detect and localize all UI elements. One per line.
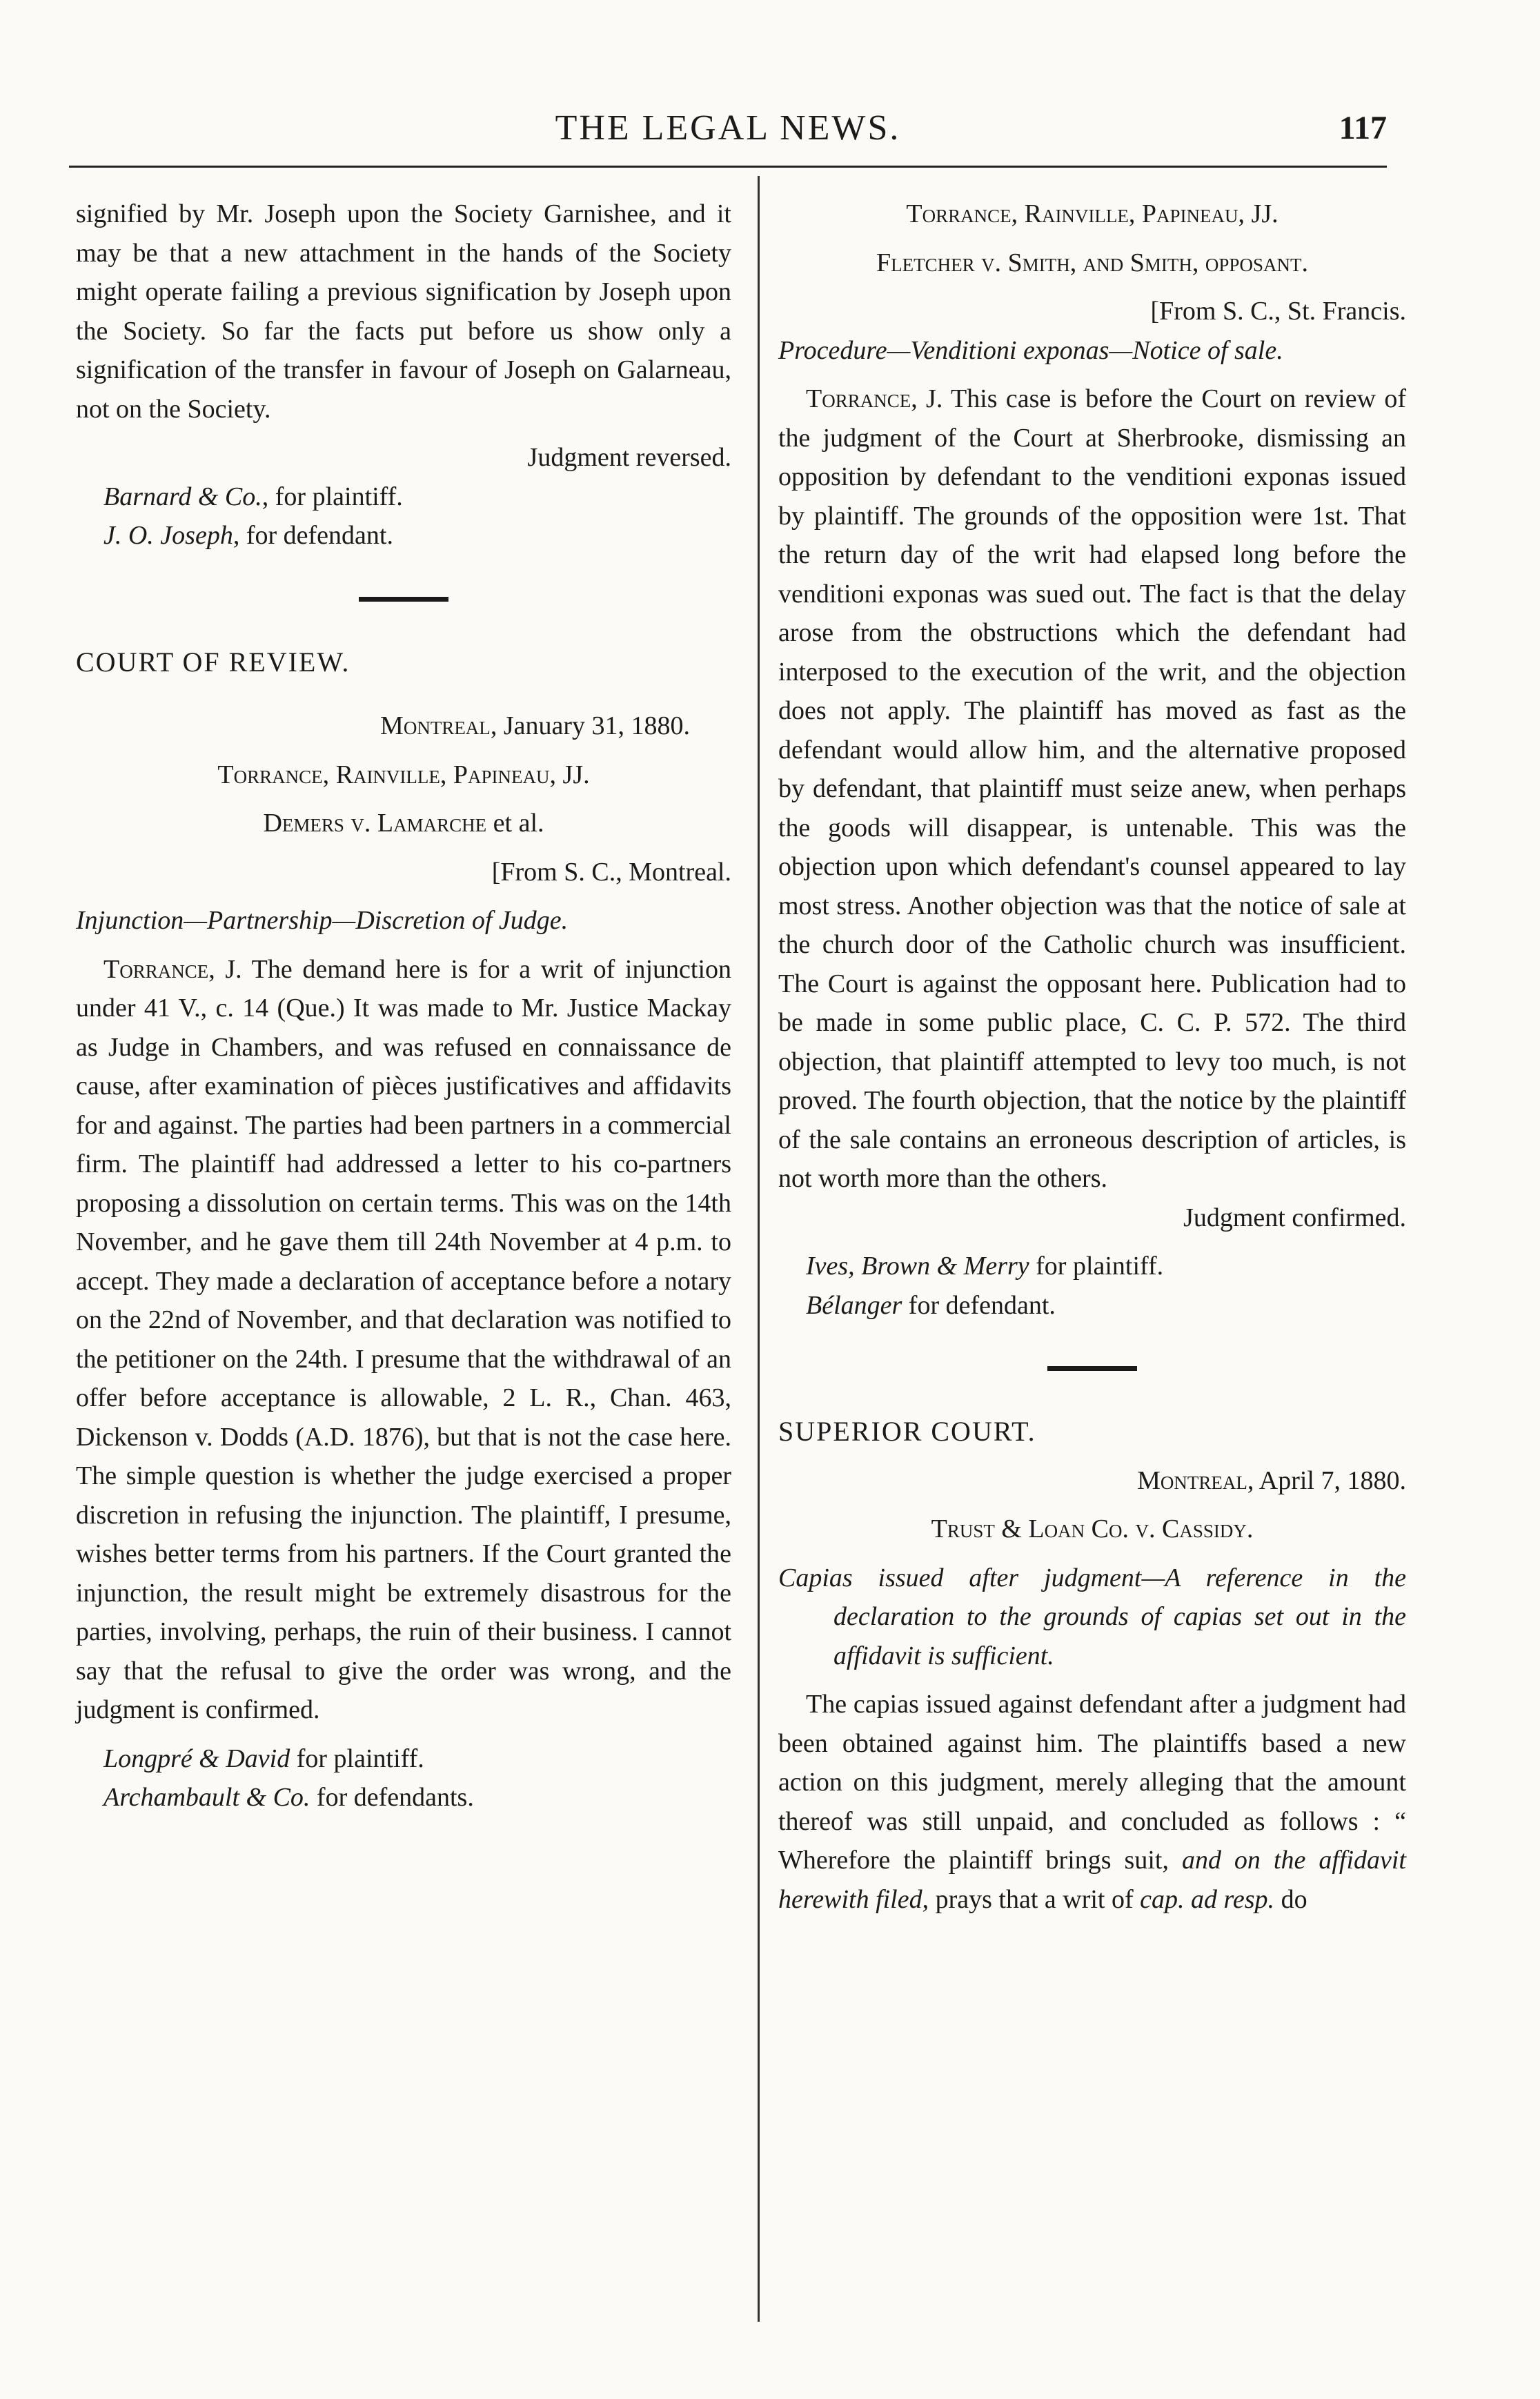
right-column (778, 195, 1406, 1919)
opinion-text: The capias issued against defendant after a judgment had been obtained against him. The plaintiffs based a new action on this judgment, merely alleging that the amount thereof was still unpaid, and concluded as follows : “ Wherefore the plaintiff brings suit, (778, 1690, 1406, 1875)
opinion-text: , prays that a writ of (922, 1884, 1141, 1914)
case-parties (76, 804, 731, 843)
counsel-role: for plaintiff. (290, 1744, 424, 1773)
judgment-reversed: Judgment reversed. (527, 443, 731, 472)
counsel-name: J. O. Joseph (103, 521, 233, 550)
judges-line: Torrance, Rainville, Papineau, JJ. (906, 199, 1279, 228)
opinion-paragraph (76, 950, 731, 1730)
dateline (76, 707, 731, 746)
dateline-place: Montreal (1137, 1465, 1247, 1495)
running-title: THE LEGAL NEWS. (555, 108, 901, 148)
section-rule (1047, 1366, 1137, 1371)
page-number: 117 (1339, 110, 1387, 146)
counsel-plaintiff (778, 1247, 1406, 1286)
case-parties: Fletcher v. Smith, and Smith, opposant. (876, 248, 1308, 277)
counsel-defendant (76, 516, 731, 555)
counsel-role: for defendants. (310, 1783, 474, 1812)
counsel-name: Ives, Brown & Merry (806, 1252, 1029, 1281)
counsel-name: Barnard & Co. (103, 482, 262, 511)
dateline-date: , April 7, 1880. (1247, 1465, 1406, 1495)
parties-suffix: et al. (486, 809, 544, 838)
court-heading: SUPERIOR COURT. (778, 1416, 1036, 1447)
headnote: Injunction—Partnership—Discretion of Judge. (76, 906, 569, 935)
opinion-paragraph (778, 1685, 1406, 1919)
judge-name: Torrance, J. (806, 384, 943, 413)
opinion-emphasis: cap. ad resp. (1140, 1884, 1275, 1914)
counsel-role: for plaintiff. (1029, 1252, 1164, 1281)
section-rule (359, 597, 448, 602)
counsel-name: Bélanger (806, 1290, 902, 1320)
from-court: [From S. C., Montreal. (491, 857, 731, 887)
dateline-place: Montreal (380, 711, 491, 740)
counsel-role: , for plaintiff. (261, 482, 403, 511)
parties-names: Demers v. Lamarche (263, 809, 487, 838)
court-heading: COURT OF REVIEW. (76, 646, 351, 678)
judge-name: Torrance, J. (103, 954, 242, 984)
counsel-defendant (778, 1286, 1406, 1325)
page-header (69, 103, 1387, 153)
counsel-role: for defendant. (902, 1290, 1056, 1320)
counsel-plaintiff (76, 477, 731, 517)
counsel-defendants (76, 1778, 731, 1817)
counsel-role: , for defendant. (233, 521, 393, 550)
header-rule (69, 166, 1387, 168)
counsel-name: Archambault & Co. (103, 1783, 310, 1812)
judges-line: Torrance, Rainville, Papineau, JJ. (217, 760, 590, 789)
dateline (778, 1461, 1406, 1501)
column-divider (758, 176, 760, 2322)
judgment-confirmed: Judgment confirmed. (1183, 1203, 1406, 1232)
left-column (76, 195, 731, 1817)
opinion-text: do (1274, 1884, 1307, 1914)
headnote: Capias issued after judgment—A reference in the declaration to the grounds of capias set out in the affidavit is sufficient. (778, 1563, 1406, 1670)
headnote: Procedure—Venditioni exponas—Notice of sale. (778, 335, 1283, 365)
opinion-text: This case is before the Court on review of the judgment of the Court at Sherbrooke, dismissing an opposition by defendant to the venditioni exponas issued by plaintiff. The grounds of the opposition were 1st. That the return day of the writ had elapsed long before the venditioni exponas was sued out. The fact is that the delay arose from the obstructions which the defendant had interposed to the execution of the writ, and the objection does not apply. The plaintiff has moved as fast as the defendant would allow him, and the alternative proposed by defendant, that plaintiff must seize anew, when perhaps the goods will disappear, is untenable. This was the objection upon which defendant's counsel appeared to lay most stress. Another objection was that the notice of sale at the church door of the Catholic church was insufficient. The Court is against the opposant here. Publication had to be made in some public place, C. C. P. 572. The third objection, that plaintiff attempted to levy too much, is not proved. The fourth objection, that the notice by the plaintiff of the sale contains an erroneous description of articles, is not worth more than the others. (778, 384, 1407, 1193)
case-parties: Trust & Loan Co. v. Cassidy. (931, 1514, 1254, 1543)
opinion-paragraph (778, 379, 1406, 1198)
counsel-plaintiff (76, 1739, 731, 1779)
continuation-paragraph: signified by Mr. Joseph upon the Society Garnishee, and it may be that a new attachment in the hands of the Society might operate failing a previous signification by Joseph upon the Society. So far the facts put before us show only a signification of the transfer in favour of Joseph on Galarneau, not on the Society. (76, 199, 731, 424)
from-court: [From S. C., St. Francis. (1150, 297, 1406, 326)
opinion-emphasis: and on the affidavit herewith filed (778, 1846, 1406, 1914)
counsel-name: Longpré & David (103, 1744, 290, 1773)
dateline-date: , January 31, 1880. (490, 711, 690, 740)
opinion-text: The demand here is for a writ of injunction under 41 V., c. 14 (Que.) It was made to Mr. Justice Mackay as Judge in Chambers, and was refused en connaissance de cause, after examination of pièces justificatives and affidavits for and against. The parties had been partners in a commercial firm. The plaintiff had addressed a letter to his co-partners proposing a dissolution on certain terms. This was on the 14th November, and he gave them till 24th November at 4 p.m. to accept. They made a declaration of acceptance before a notary on the 22nd of November, and that declaration was notified to the petitioner on the 24th. I presume that the withdrawal of an offer before acceptance is allowable, 2 L. R., Chan. 463, Dickenson v. Dodds (A.D. 1876), but that is not the case here. The simple question is whether the judge exercised a proper discretion in refusing the injunction. The plaintiff, I presume, wishes better terms from his partners. If the Court granted the injunction, the result might be extremely disastrous for the parties, involving, perhaps, the ruin of their business. I cannot say that the refusal to give the order was wrong, and the judgment is confirmed. (76, 954, 732, 1724)
